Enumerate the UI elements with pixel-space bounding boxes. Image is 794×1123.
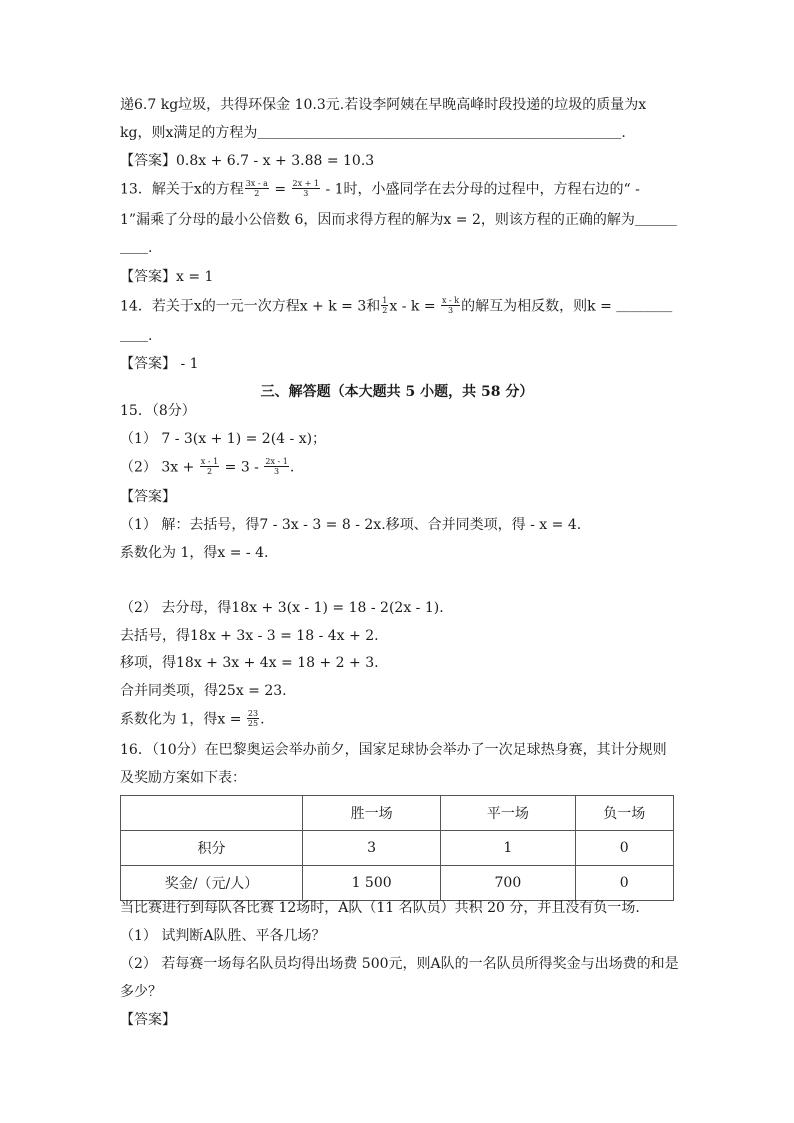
text-line: 合并同类项，得25x = 23. xyxy=(120,683,287,699)
table-header-row xyxy=(121,796,674,831)
equation-line xyxy=(120,710,265,729)
text-line: 当比赛进行到每队各比赛 12场时，A队（11 名队员）共积 20 分，并且没有负一场. xyxy=(120,900,640,916)
table-row xyxy=(121,831,674,866)
question-16-text: 16．（10分）在巴黎奥运会举办前夕，国家足球协会举办了一次足球热身赛，其计分规则 xyxy=(120,742,667,758)
text-line: 系数化为 1，得x = - 4. xyxy=(120,545,269,561)
text-line: 多少？ xyxy=(120,984,162,1000)
text-segment: 13．解关于x的方程 xyxy=(120,181,244,198)
text-line: 1”漏乘了分母的最小公倍数 6，因而求得方程的解为x = 2，则该方程的正确的解为＿＿＿ xyxy=(120,212,677,228)
fraction-numerator: x - 1 xyxy=(200,457,219,466)
fraction-denominator: 3 xyxy=(448,306,454,315)
fraction xyxy=(200,457,219,476)
text-line: 及奖励方案如下表： xyxy=(120,770,246,786)
text-line: （1） 解：去括号，得7 - 3x - 3 = 8 - 2x.移项、合并同类项，得 - x = 4. xyxy=(120,517,582,533)
fraction xyxy=(264,457,288,476)
table-cell: 0 xyxy=(575,866,673,901)
answer-line: 【答案】0.8x + 6.7 - x + 3.88 = 10.3 xyxy=(120,153,375,169)
fraction-numerator: 2x - 1 xyxy=(265,457,288,466)
table-cell: 积分 xyxy=(121,831,303,866)
table-header-cell xyxy=(121,796,303,831)
fraction-numerator: 3x - a xyxy=(245,179,268,188)
text-line: kg，则x满足的方程为＿＿＿＿＿＿＿＿＿＿＿＿＿＿＿＿＿＿＿＿＿＿＿＿＿＿. xyxy=(120,125,626,141)
text-segment: = xyxy=(269,181,291,198)
text-segment: . xyxy=(260,711,265,728)
table-cell: 奖金/（元/人） xyxy=(121,866,303,901)
fraction-numerator: x - k xyxy=(442,296,460,305)
table-cell: 1 500 xyxy=(303,866,441,901)
fraction xyxy=(441,296,460,315)
text-line: 去括号，得18x + 3x - 3 = 18 - 4x + 2. xyxy=(120,628,379,644)
question-13 xyxy=(120,180,640,199)
answer-line: 【答案】 - 1 xyxy=(120,356,199,372)
scoring-table xyxy=(120,795,674,901)
text-line: 移项，得18x + 3x + 4x = 18 + 2 + 3. xyxy=(120,655,379,671)
text-segment: x - k = xyxy=(389,298,440,315)
table-header-cell: 负一场 xyxy=(575,796,673,831)
answer-label: 【答案】 xyxy=(120,1012,176,1028)
text-segment: - 1时，小盛同学在去分母的过程中，方程右边的“ - xyxy=(321,181,640,198)
table-cell: 700 xyxy=(441,866,575,901)
table-header-cell: 平一场 xyxy=(441,796,575,831)
table-header-cell: 胜一场 xyxy=(303,796,441,831)
text-segment: （2） 3x + xyxy=(120,459,199,476)
text-line: （1） 7 - 3(x + 1) = 2(4 - x)； xyxy=(120,431,327,447)
equation-line xyxy=(120,458,294,477)
text-segment: . xyxy=(289,459,295,476)
text-line: （2） 若每赛一场每名队员均得出场费 500元，则A队的一名队员所得奖金与出场费的和是 xyxy=(120,956,679,972)
question-15-title: 15．（8分） xyxy=(120,403,196,419)
fraction-denominator: 2 xyxy=(206,467,213,476)
fraction-numerator: 23 xyxy=(247,709,259,718)
text-line: （1） 试判断A队胜、平各几场？ xyxy=(120,928,326,944)
fraction-denominator: 3 xyxy=(303,189,309,198)
text-line: 递6.7 kg垃圾，共得环保金 10.3元.若设李阿姨在早晚高峰时段投递的垃圾的质量为x xyxy=(120,97,647,113)
answer-line: 【答案】x = 1 xyxy=(120,269,214,285)
fraction-numerator: 1 xyxy=(382,296,388,305)
text-line: （2） 去分母，得18x + 3(x - 1) = 18 - 2(2x - 1). xyxy=(120,600,444,616)
fraction xyxy=(245,179,269,198)
fraction-denominator: 2 xyxy=(254,189,260,198)
table-cell: 3 xyxy=(303,831,441,866)
text-line: ＿＿. xyxy=(120,240,153,256)
section-heading: 三、解答题（本大题共 5 小题，共 58 分） xyxy=(260,384,534,400)
fraction-denominator: 3 xyxy=(274,467,280,476)
fraction xyxy=(292,179,320,198)
answer-label: 【答案】 xyxy=(120,489,176,505)
text-segment: = 3 - xyxy=(220,459,264,476)
fraction-denominator: 2 xyxy=(382,306,388,315)
fraction xyxy=(247,709,259,728)
text-segment: 的解互为相反数，则k = ＿＿＿＿ xyxy=(461,298,673,315)
text-segment: 14．若关于x的一元一次方程x + k = 3和 xyxy=(120,298,381,315)
table-row xyxy=(121,866,674,901)
table-cell: 1 xyxy=(441,831,575,866)
question-14 xyxy=(120,297,672,316)
table-cell: 0 xyxy=(575,831,673,866)
fraction-numerator: 2x + 1 xyxy=(292,179,320,188)
text-segment: 系数化为 1，得x = xyxy=(120,711,246,728)
fraction xyxy=(381,296,388,315)
fraction-denominator: 25 xyxy=(247,719,259,728)
text-line: ＿＿. xyxy=(120,328,153,344)
